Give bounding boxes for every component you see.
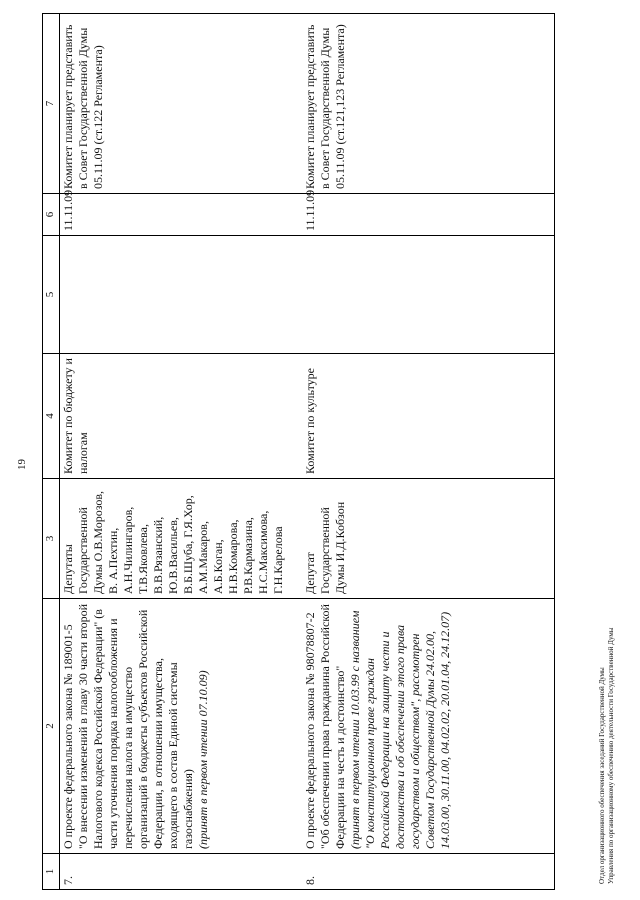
col5-cell [302,236,555,354]
row-number: 8. [302,854,555,890]
bill-description [302,599,555,854]
footer-line-1: Отдел организационного обеспечения заседаний Государственной Думы [598,667,606,884]
col-header-7: 7 [43,14,60,194]
bill-note: (принят в первом чтении 10.03.99 с названием "О конституционном праве граждан Российской Федерации на защиту чести и достоинства и об обеспечении этого права государством и обществом", рассмотрен Советом Государственной Думы 24.02.00, 14.03.00, 30.11.00, 04.02.02, 20.01.04, 24.12.07) [347,610,452,849]
col-header-1: 1 [43,854,60,890]
col-header-6: 6 [43,194,60,236]
bill-authors: Депутаты Государственной Думы О.В.Морозов, В. А.Пехтин, А.Н.Чилингаров, Т.В.Яковлева, В.В.Рязанский, Ю.В.Васильев, В.Б.Шуба, Г.Я.Хор, А.М.Макаров, А.Б.Коган, Н.В.Комарова, Р.В.Кармазина, Н.С.Максимова, Г.Н.Карелова [59,479,302,599]
footer [598,628,616,884]
bill-note: (принят в первом чтении 07.10.09) [195,670,210,849]
col-header-5: 5 [43,236,60,354]
bill-committee: Комитет по культуре [302,354,555,479]
bill-plan: Комитет планирует представить в Совет Государственной Думы 05.11.09 (ст.121,123 Регламента) [302,14,555,194]
row-number: 7. [59,854,302,890]
bill-authors: Депутат Государственной Думы И.Д.Кобзон [302,479,555,599]
bill-description [59,599,302,854]
header-row [43,14,60,890]
col-header-4: 4 [43,354,60,479]
col5-cell [59,236,302,354]
bill-date: 11.11.09 [59,194,302,236]
footer-line-2: Управления по организационному обеспечению деятельности Государственной Думы [606,627,615,884]
bill-committee: Комитет по бюджету и налогам [59,354,302,479]
agenda-table [42,13,555,890]
table-row [302,14,555,890]
bill-text: "Об обеспечении права гражданина Российской Федерации на честь и достоинство" [317,604,347,849]
table-row [59,14,302,890]
page-number: 19 [16,459,28,470]
col-header-2: 2 [43,599,60,854]
bill-date: 11.11.09 [302,194,555,236]
bill-plan: Комитет планирует представить в Совет Государственной Думы 05.11.09 (ст.122 Регламента) [59,14,302,194]
col-header-3: 3 [43,479,60,599]
bill-text: "О внесении изменений в главу 30 части второй Налогового кодекса Российской Федерации" (в части уточнения порядка налогообложения и перечисления налога на имущество организаций в бюджеты субъектов Российской Федерации, в отношении имущества, входящего в состав Единой системы газоснабжения) [75,603,195,849]
bill-title: О проекте федерального закона № 98078807-2 [302,612,317,849]
bill-title: О проекте федерального закона № 189001-5 [60,624,75,849]
